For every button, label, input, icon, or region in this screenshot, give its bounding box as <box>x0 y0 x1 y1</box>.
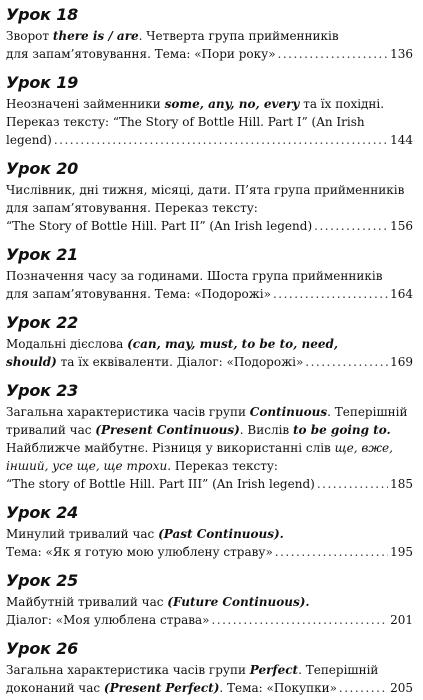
description-line <box>6 403 413 421</box>
text-segment: Загальна характеристика часів групи <box>6 663 250 677</box>
lesson-description <box>6 525 413 561</box>
dot-leader <box>273 285 388 303</box>
toc-entry <box>6 156 413 242</box>
text-segment: Загальна характеристика часів групи <box>6 405 250 419</box>
grammar-term: there is / are <box>52 29 139 43</box>
toc-entry <box>6 310 413 378</box>
toc-entry <box>6 242 413 310</box>
text-segment: доконаний час <box>6 681 104 695</box>
entry-spacer <box>6 63 413 70</box>
entry-spacer <box>6 561 413 568</box>
description-text <box>6 679 337 697</box>
text-segment: Неозначені займенники <box>6 97 165 111</box>
toc-entry <box>6 636 413 697</box>
text-segment: “The story of Bottle Hill. Part III” (An Irish legend) <box>6 477 315 491</box>
grammar-term: Perfect <box>249 663 299 677</box>
grammar-term: should) <box>6 355 57 369</box>
word-example: інший, усе ще, ще трохи <box>6 459 168 473</box>
text-segment: Найближче майбутнє. Різниця у використанні слів <box>6 441 335 455</box>
text-segment: . Вислів <box>239 423 293 437</box>
toc-entry <box>6 70 413 156</box>
description-text <box>6 285 271 303</box>
description-line <box>6 457 413 475</box>
lesson-description <box>6 267 413 303</box>
text-segment: . Теперішній <box>327 405 408 419</box>
description-line <box>6 199 413 217</box>
toc-entry <box>6 500 413 568</box>
description-text <box>6 353 303 371</box>
description-text <box>6 131 52 149</box>
dot-leader <box>317 475 388 493</box>
grammar-term: (Present Continuous) <box>95 423 240 437</box>
entry-spacer <box>6 371 413 378</box>
lesson-description <box>6 335 413 371</box>
text-segment: . Теперішній <box>298 663 379 677</box>
page-number: 169 <box>390 355 413 369</box>
grammar-term: some, any, no, every <box>164 97 300 111</box>
text-segment: Діалог: «Моя улюблена страва» <box>6 613 210 627</box>
page-number: 195 <box>390 545 413 559</box>
description-line <box>6 543 413 561</box>
description-line <box>6 27 413 45</box>
text-segment: Числівник, дні тижня, місяці, дати. П’ята група прийменників <box>6 183 405 197</box>
description-line <box>6 181 413 199</box>
dot-leader <box>305 353 388 371</box>
grammar-term: (Future Continuous). <box>167 595 310 609</box>
lesson-heading: Урок 25 <box>6 571 79 590</box>
text-segment: . Переказ тексту: <box>167 459 278 473</box>
lesson-description <box>6 403 413 493</box>
page-number: 201 <box>390 613 413 627</box>
grammar-term: to be going to. <box>293 423 391 437</box>
text-segment: “The Story of Bottle Hill. Part II” (An Irish legend) <box>6 219 313 233</box>
text-segment: Майбутній тривалий час <box>6 595 168 609</box>
toc-entry <box>6 568 413 636</box>
description-line <box>6 131 413 149</box>
lesson-heading: Урок 22 <box>6 313 79 332</box>
text-segment: Тема: «Як я готую мою улюблену страву» <box>6 545 273 559</box>
word-example: ще, вже, <box>334 441 393 455</box>
lesson-heading: Урок 24 <box>6 503 79 522</box>
text-segment: Модальні дієслова <box>6 337 128 351</box>
description-text <box>6 543 273 561</box>
text-segment: . Четверта група прийменників <box>138 29 339 43</box>
description-line <box>6 421 413 439</box>
description-line <box>6 679 413 697</box>
grammar-term: (Past Continuous). <box>158 527 284 541</box>
grammar-term: Continuous <box>249 405 328 419</box>
description-line <box>6 45 413 63</box>
description-text <box>6 475 315 493</box>
description-line <box>6 335 413 353</box>
text-segment: legend) <box>6 133 52 147</box>
grammar-term: (can, may, must, to be to, need, <box>127 337 339 351</box>
grammar-term: (Present Perfect) <box>103 681 220 695</box>
description-line <box>6 611 413 629</box>
description-text <box>6 611 209 629</box>
text-segment: Минулий тривалий час <box>6 527 159 541</box>
description-line <box>6 353 413 371</box>
text-segment: Позначення часу за годинами. Шоста група прийменників <box>6 269 383 283</box>
entry-spacer <box>6 303 413 310</box>
description-text <box>6 217 312 235</box>
page-number: 205 <box>390 681 413 695</box>
lesson-heading: Урок 19 <box>6 73 79 92</box>
text-segment: та їх похідні. <box>299 97 385 111</box>
description-line <box>6 593 413 611</box>
page-number: 136 <box>390 47 413 61</box>
text-segment: для запам’ятовування. Переказ тексту: <box>6 201 258 215</box>
entry-spacer <box>6 493 413 500</box>
dot-leader <box>211 611 388 629</box>
lesson-heading: Урок 20 <box>6 159 79 178</box>
lesson-heading: Урок 21 <box>6 245 79 264</box>
entry-spacer <box>6 149 413 156</box>
description-line <box>6 475 413 493</box>
toc-entry <box>6 378 413 500</box>
page-number: 185 <box>390 477 413 491</box>
text-segment: для запам’ятовування. Тема: «Пори року» <box>6 47 276 61</box>
description-line <box>6 285 413 303</box>
dot-leader <box>275 543 388 561</box>
description-line <box>6 95 413 113</box>
lesson-description <box>6 95 413 149</box>
text-segment: . Тема: «Покупки» <box>219 681 337 695</box>
description-line <box>6 113 413 131</box>
lesson-heading: Урок 18 <box>6 5 79 24</box>
entry-spacer <box>6 235 413 242</box>
dot-leader <box>314 217 388 235</box>
lesson-description <box>6 27 413 63</box>
text-segment: Переказ тексту: “The Story of Bottle Hill. Part I” (An Irish <box>6 115 365 129</box>
toc-entry <box>6 2 413 70</box>
lesson-description <box>6 593 413 629</box>
description-line <box>6 661 413 679</box>
lesson-description <box>6 661 413 697</box>
text-segment: тривалий час <box>6 423 96 437</box>
page-number: 144 <box>390 133 413 147</box>
description-line <box>6 217 413 235</box>
description-text <box>6 45 276 63</box>
lesson-description <box>6 181 413 235</box>
lesson-heading: Урок 23 <box>6 381 79 400</box>
description-line <box>6 267 413 285</box>
text-segment: Зворот <box>6 29 53 43</box>
entry-spacer <box>6 629 413 636</box>
dot-leader <box>278 45 389 63</box>
dot-leader <box>339 679 388 697</box>
description-line <box>6 439 413 457</box>
page-number: 164 <box>390 287 413 301</box>
text-segment: та їх еквіваленти. Діалог: «Подорожі» <box>56 355 304 369</box>
description-line <box>6 525 413 543</box>
lesson-heading: Урок 26 <box>6 639 79 658</box>
text-segment: для запам’ятовування. Тема: «Подорожі» <box>6 287 271 301</box>
dot-leader <box>54 131 388 149</box>
page-number: 156 <box>390 219 413 233</box>
